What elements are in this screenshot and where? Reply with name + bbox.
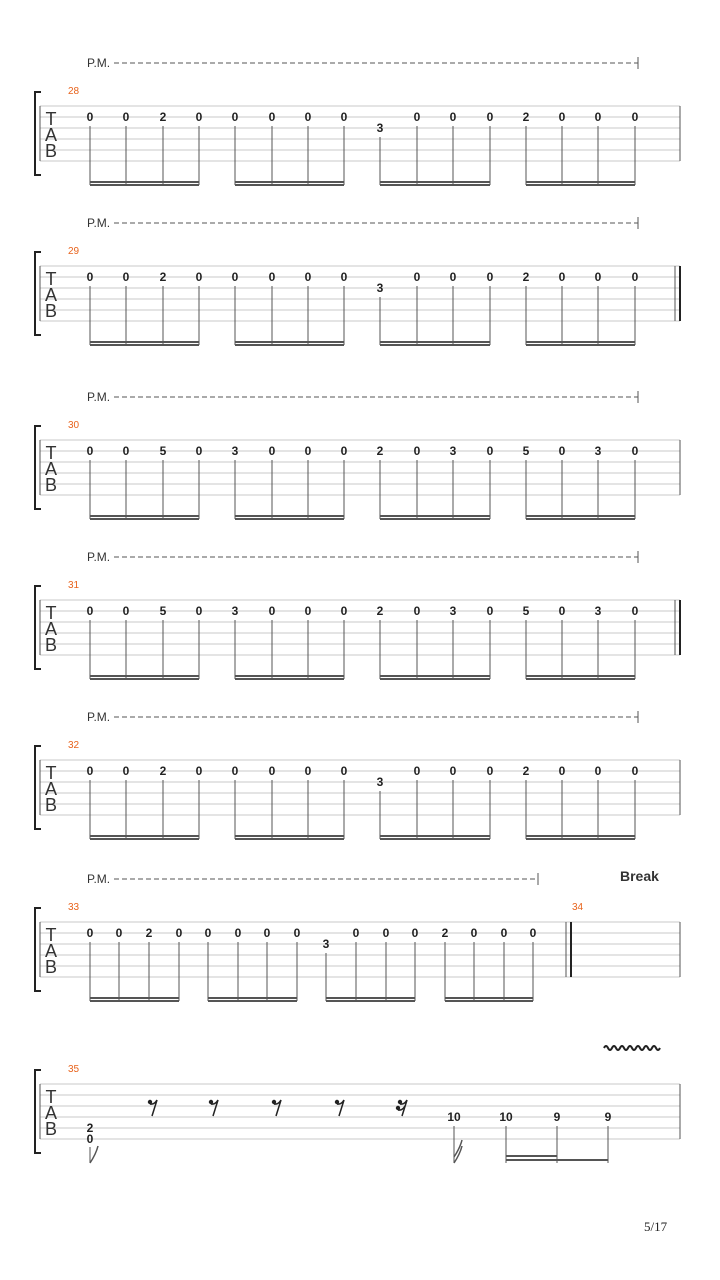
beam-primary bbox=[506, 1159, 608, 1161]
fret-number: 2 bbox=[441, 926, 449, 940]
fret-number: 2 bbox=[522, 764, 530, 778]
tab-letter-b: B bbox=[44, 1119, 58, 1139]
palm-mute-label: P.M. bbox=[87, 872, 111, 886]
fret-number: 0 bbox=[486, 270, 494, 284]
tab-letter-b: B bbox=[44, 635, 58, 655]
beam-secondary bbox=[526, 678, 635, 680]
beam-primary bbox=[526, 675, 635, 677]
beam-primary bbox=[326, 997, 415, 999]
fret-number: 0 bbox=[382, 926, 390, 940]
palm-mute-label: P.M. bbox=[87, 550, 111, 564]
tab-letter-t: T bbox=[45, 1087, 57, 1107]
beam-secondary bbox=[90, 344, 199, 346]
beam-secondary bbox=[526, 838, 635, 840]
beam-primary bbox=[380, 181, 490, 183]
fret-number: 0 bbox=[413, 764, 421, 778]
beam-primary bbox=[90, 835, 199, 837]
measure-number: 33 bbox=[68, 902, 80, 913]
tab-letter-a: A bbox=[44, 459, 58, 479]
tab-letter-b: B bbox=[44, 957, 58, 977]
beam-secondary bbox=[235, 344, 344, 346]
palm-mute-label: P.M. bbox=[87, 56, 111, 70]
fret-number: 9 bbox=[604, 1110, 612, 1124]
fret-number: 2 bbox=[159, 764, 167, 778]
fret-number: 0 bbox=[268, 604, 276, 618]
measure-number: 34 bbox=[572, 902, 584, 913]
beam-primary bbox=[90, 515, 199, 517]
tab-letter-a: A bbox=[44, 619, 58, 639]
fret-number: 0 bbox=[122, 270, 130, 284]
fret-number: 0 bbox=[631, 110, 639, 124]
beam-primary bbox=[235, 515, 344, 517]
tab-letter-b: B bbox=[44, 795, 58, 815]
beam-primary bbox=[235, 675, 344, 677]
tab-system bbox=[35, 390, 680, 520]
fret-number: 0 bbox=[122, 604, 130, 618]
tab-system bbox=[35, 710, 680, 840]
fret-number: 0 bbox=[86, 604, 94, 618]
fret-number: 0 bbox=[486, 604, 494, 618]
tab-letter-a: A bbox=[44, 285, 58, 305]
fret-number: 0 bbox=[268, 270, 276, 284]
fret-number: 0 bbox=[486, 110, 494, 124]
beam-secondary bbox=[526, 184, 635, 186]
fret-number: 0 bbox=[195, 764, 203, 778]
fret-number: 5 bbox=[522, 604, 530, 618]
fret-number: 0 bbox=[529, 926, 537, 940]
beam-secondary bbox=[235, 518, 344, 520]
eighth-rest-icon bbox=[335, 1100, 344, 1116]
fret-number: 0 bbox=[413, 444, 421, 458]
fret-number: 0 bbox=[470, 926, 478, 940]
beam-primary bbox=[90, 997, 179, 999]
fret-number: 0 bbox=[86, 926, 94, 940]
fret-number: 2 bbox=[376, 604, 384, 618]
palm-mute-label: P.M. bbox=[87, 216, 111, 230]
measure-number: 28 bbox=[68, 86, 80, 97]
fret-number: 0 bbox=[558, 444, 566, 458]
fret-number: 5 bbox=[159, 444, 167, 458]
fret-number: 0 bbox=[340, 444, 348, 458]
fret-number: 2 bbox=[159, 270, 167, 284]
beam-primary bbox=[526, 515, 635, 517]
fret-number: 0 bbox=[594, 270, 602, 284]
tab-letter-t: T bbox=[45, 603, 57, 623]
fret-number: 0 bbox=[486, 764, 494, 778]
fret-number: 3 bbox=[449, 444, 457, 458]
beam-secondary bbox=[326, 1000, 415, 1002]
eighth-rest-icon bbox=[272, 1100, 281, 1116]
fret-number: 0 bbox=[263, 926, 271, 940]
fret-number: 0 bbox=[195, 444, 203, 458]
page-indicator: 5/17 bbox=[644, 1219, 668, 1234]
fret-number: 3 bbox=[376, 281, 384, 295]
fret-number: 0 bbox=[86, 270, 94, 284]
beam-primary bbox=[380, 675, 490, 677]
fret-number: 0 bbox=[340, 110, 348, 124]
beam-secondary bbox=[526, 344, 635, 346]
fret-number: 2 bbox=[522, 270, 530, 284]
fret-number: 0 bbox=[268, 764, 276, 778]
fret-number: 0 bbox=[268, 444, 276, 458]
fret-number: 0 bbox=[340, 764, 348, 778]
tab-system bbox=[35, 1046, 680, 1163]
beam-secondary bbox=[380, 518, 490, 520]
beam-secondary bbox=[235, 838, 344, 840]
fret-number: 0 bbox=[631, 604, 639, 618]
fret-number: 0 bbox=[340, 604, 348, 618]
fret-number: 0 bbox=[195, 110, 203, 124]
fret-number: 0 bbox=[558, 270, 566, 284]
eighth-rest-icon bbox=[209, 1100, 218, 1116]
palm-mute-label: P.M. bbox=[87, 710, 111, 724]
fret-number: 0 bbox=[115, 926, 123, 940]
beam-secondary bbox=[235, 678, 344, 680]
tab-letter-b: B bbox=[44, 301, 58, 321]
fret-number: 2 bbox=[376, 444, 384, 458]
fret-number: 0 bbox=[413, 604, 421, 618]
tab-letter-t: T bbox=[45, 443, 57, 463]
tab-letter-a: A bbox=[44, 1103, 58, 1123]
fret-number: 0 bbox=[175, 926, 183, 940]
fret-number: 0 bbox=[558, 604, 566, 618]
fret-number: 0 bbox=[340, 270, 348, 284]
vibrato-icon bbox=[604, 1046, 660, 1050]
fret-number: 0 bbox=[449, 110, 457, 124]
fret-number: 0 bbox=[293, 926, 301, 940]
fret-number: 0 bbox=[413, 270, 421, 284]
beam-secondary bbox=[526, 518, 635, 520]
fret-number: 0 bbox=[195, 270, 203, 284]
fret-number: 0 bbox=[122, 764, 130, 778]
fret-number: 0 bbox=[122, 444, 130, 458]
measure-number: 31 bbox=[68, 580, 80, 591]
fret-number: 0 bbox=[231, 764, 239, 778]
fret-number: 3 bbox=[376, 121, 384, 135]
beam-secondary bbox=[90, 838, 199, 840]
fret-number: 0 bbox=[304, 110, 312, 124]
beam-secondary bbox=[445, 1000, 533, 1002]
fret-number: 5 bbox=[522, 444, 530, 458]
beam-primary bbox=[380, 515, 490, 517]
beam-primary bbox=[90, 341, 199, 343]
measure-number: 32 bbox=[68, 740, 80, 751]
tab-letter-b: B bbox=[44, 141, 58, 161]
fret-number: 0 bbox=[558, 110, 566, 124]
fret-number: 0 bbox=[558, 764, 566, 778]
fret-number: 0 bbox=[631, 444, 639, 458]
beam-secondary bbox=[235, 184, 344, 186]
fret-number: 0 bbox=[486, 444, 494, 458]
fret-number: 2 bbox=[159, 110, 167, 124]
fret-number: 0 bbox=[304, 604, 312, 618]
tab-system bbox=[35, 868, 680, 1002]
fret-number: 0 bbox=[352, 926, 360, 940]
fret-number: 0 bbox=[268, 110, 276, 124]
fret-number: 0 bbox=[86, 1132, 94, 1146]
beam-secondary bbox=[90, 184, 199, 186]
fret-number: 0 bbox=[195, 604, 203, 618]
sixteenth-rest-icon bbox=[396, 1100, 407, 1116]
beam-primary bbox=[445, 997, 533, 999]
fret-number: 0 bbox=[631, 270, 639, 284]
beam-primary bbox=[526, 835, 635, 837]
tab-letter-a: A bbox=[44, 125, 58, 145]
fret-number: 0 bbox=[304, 764, 312, 778]
beam-secondary bbox=[506, 1155, 557, 1157]
tab-letter-b: B bbox=[44, 475, 58, 495]
beam-primary bbox=[235, 341, 344, 343]
tab-letter-t: T bbox=[45, 269, 57, 289]
fret-number: 0 bbox=[304, 270, 312, 284]
beam-secondary bbox=[208, 1000, 297, 1002]
tab-letter-t: T bbox=[45, 763, 57, 783]
fret-number: 3 bbox=[322, 937, 330, 951]
fret-number: 0 bbox=[304, 444, 312, 458]
fret-number: 3 bbox=[231, 444, 239, 458]
fret-number: 3 bbox=[376, 775, 384, 789]
tab-letter-t: T bbox=[45, 925, 57, 945]
fret-number: 0 bbox=[449, 764, 457, 778]
beam-secondary bbox=[90, 678, 199, 680]
tab-letter-a: A bbox=[44, 779, 58, 799]
fret-number: 0 bbox=[411, 926, 419, 940]
tab-system bbox=[35, 216, 680, 346]
beam-primary bbox=[90, 675, 199, 677]
fret-number: 0 bbox=[86, 110, 94, 124]
fret-number: 3 bbox=[231, 604, 239, 618]
fret-number: 2 bbox=[86, 1121, 94, 1135]
fret-number: 0 bbox=[231, 110, 239, 124]
fret-number: 10 bbox=[447, 1110, 461, 1124]
tab-system bbox=[35, 56, 680, 186]
fret-number: 3 bbox=[594, 444, 602, 458]
fret-number: 0 bbox=[631, 764, 639, 778]
beam-primary bbox=[380, 835, 490, 837]
fret-number: 9 bbox=[553, 1110, 561, 1124]
fret-number: 2 bbox=[145, 926, 153, 940]
beam-secondary bbox=[380, 184, 490, 186]
beam-secondary bbox=[90, 1000, 179, 1002]
fret-number: 0 bbox=[204, 926, 212, 940]
fret-number: 0 bbox=[594, 764, 602, 778]
beam-primary bbox=[235, 835, 344, 837]
tab-letter-a: A bbox=[44, 941, 58, 961]
eighth-flag bbox=[90, 1146, 98, 1163]
measure-number: 35 bbox=[68, 1064, 80, 1075]
beam-primary bbox=[380, 341, 490, 343]
beam-secondary bbox=[90, 518, 199, 520]
beam-primary bbox=[235, 181, 344, 183]
fret-number: 0 bbox=[231, 270, 239, 284]
fret-number: 0 bbox=[449, 270, 457, 284]
fret-number: 0 bbox=[234, 926, 242, 940]
beam-secondary bbox=[380, 344, 490, 346]
fret-number: 3 bbox=[449, 604, 457, 618]
fret-number: 0 bbox=[122, 110, 130, 124]
beam-primary bbox=[526, 341, 635, 343]
fret-number: 0 bbox=[86, 444, 94, 458]
fret-number: 0 bbox=[594, 110, 602, 124]
measure-number: 30 bbox=[68, 420, 80, 431]
fret-number: 0 bbox=[413, 110, 421, 124]
beam-secondary bbox=[380, 838, 490, 840]
fret-number: 0 bbox=[86, 764, 94, 778]
beam-primary bbox=[208, 997, 297, 999]
palm-mute-label: P.M. bbox=[87, 390, 111, 404]
fret-number: 0 bbox=[500, 926, 508, 940]
fret-number: 5 bbox=[159, 604, 167, 618]
fret-number: 2 bbox=[522, 110, 530, 124]
fret-number: 3 bbox=[594, 604, 602, 618]
beam-primary bbox=[526, 181, 635, 183]
measure-number: 29 bbox=[68, 246, 80, 257]
beam-secondary bbox=[380, 678, 490, 680]
section-label: Break bbox=[620, 868, 659, 884]
eighth-rest-icon bbox=[148, 1100, 157, 1116]
tab-system bbox=[35, 550, 680, 680]
fret-number: 10 bbox=[499, 1110, 513, 1124]
tab-letter-t: T bbox=[45, 109, 57, 129]
beam-primary bbox=[90, 181, 199, 183]
